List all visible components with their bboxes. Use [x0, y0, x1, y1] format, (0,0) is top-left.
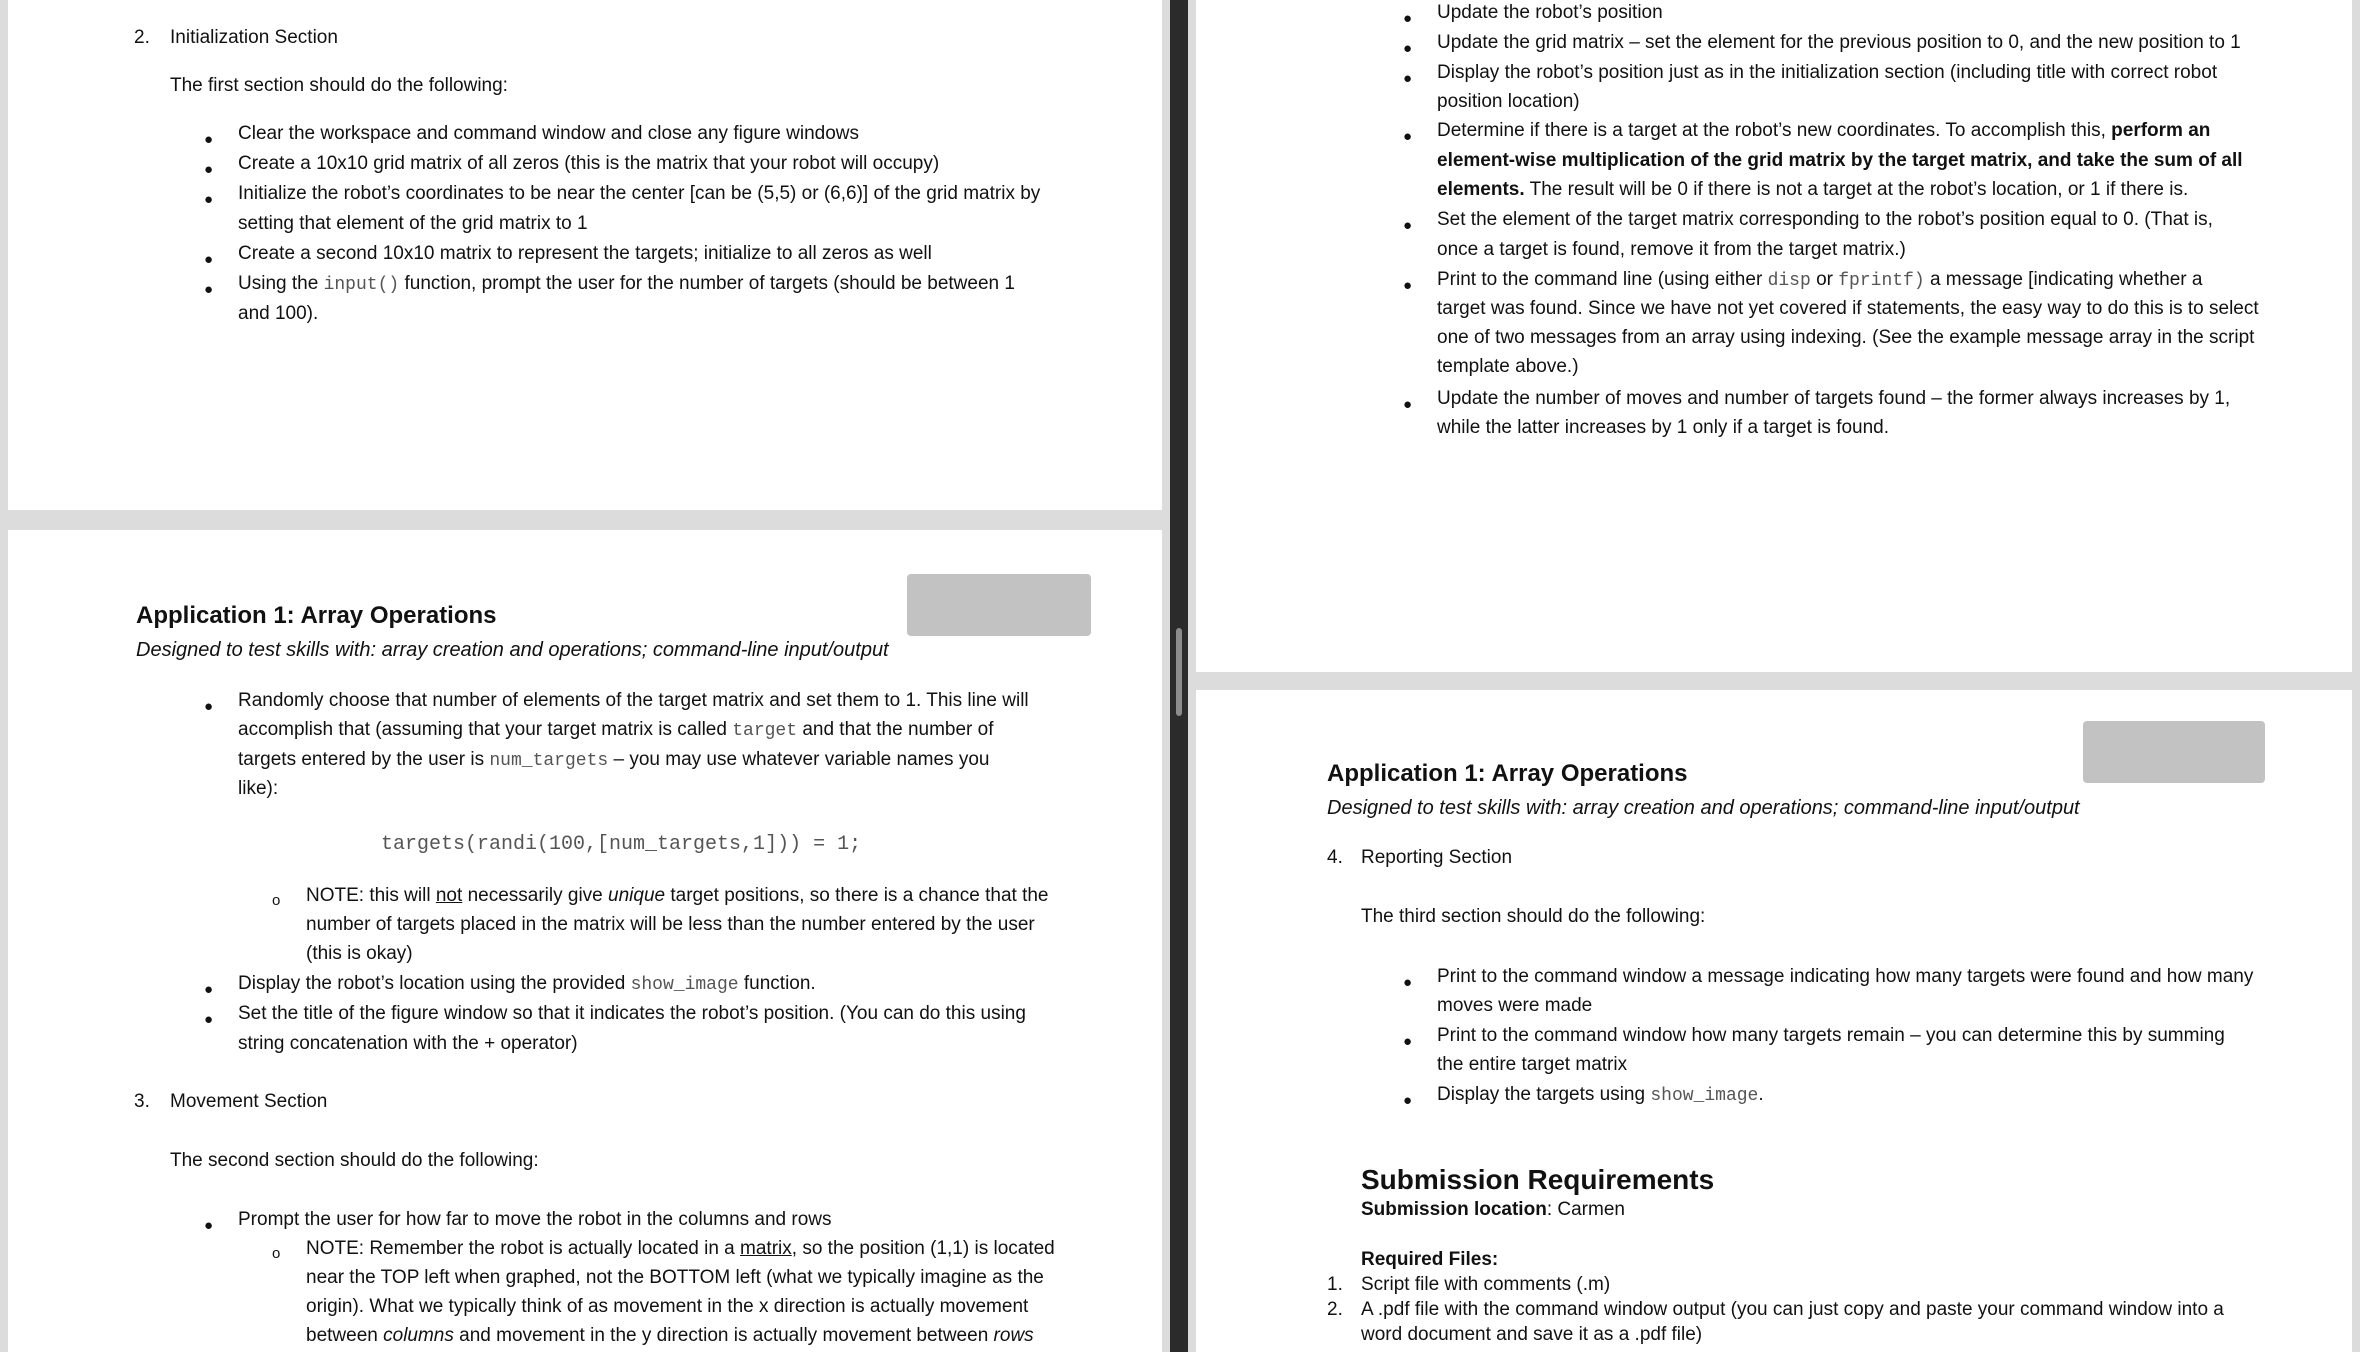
bullet-text: Set the element of the target matrix corresponding to the robot’s position equal to 0. (That is, [1437, 209, 2213, 230]
bullet-icon: ● [204, 281, 214, 298]
bullet-text: Create a 10x10 grid matrix of all zeros (this is the matrix that your robot will occupy) [238, 153, 940, 174]
list-number: 1. [1327, 1274, 1343, 1295]
note-text: (this is okay) [306, 943, 413, 964]
bullet-text-continued: moves were made [1437, 995, 1593, 1016]
code-block: targets(randi(100,[num_targets,1])) = 1; [381, 833, 862, 856]
note-text: origin). What we typically think of as movement in the x direction is actually movement [306, 1296, 1029, 1317]
text: Display the robot’s location using the provided [238, 973, 626, 994]
bullet-text-continued: like): [238, 778, 279, 799]
bullet-icon: ● [1403, 40, 1413, 57]
text: columns [383, 1325, 454, 1346]
section-title: Initialization Section [170, 27, 338, 48]
page-subheading: Designed to test skills with: array creation and operations; command-line input/output [136, 639, 889, 661]
bullet-text: Create a second 10x10 matrix to represent the targets; initialize to all zeros as well [238, 243, 932, 264]
bullet-line [238, 269, 1015, 300]
bullet-icon: ● [1403, 396, 1413, 413]
code-disp: disp [1767, 271, 1811, 291]
bullet-text: Update the number of moves and number of targets found – the former always increases by 1, [1437, 388, 2231, 409]
text: necessarily give [467, 885, 603, 906]
bullet-icon: ● [204, 1217, 214, 1234]
bullet-icon: ● [204, 1011, 214, 1028]
bullet-text: Set the title of the figure window so that it indicates the robot’s position. (You can do this using [238, 1003, 1026, 1024]
text: target positions, so there is a chance that the [670, 885, 1049, 906]
note-text: near the TOP left when graphed, not the BOTTOM left (what we typically imagine as the [306, 1267, 1044, 1288]
bullet-text-continued: setting that element of the grid matrix to 1 [238, 213, 588, 234]
list-item: A .pdf file with the command window output (you can just copy and paste your command window into a [1361, 1299, 2224, 1320]
bullet-text: function, prompt the user for the number of targets (should be between 1 [404, 273, 1015, 294]
bullet-icon: ● [1403, 974, 1413, 991]
text: targets entered by the user is [238, 749, 485, 770]
bullet-text-continued: string concatenation with the + operator) [238, 1033, 578, 1054]
redacted-box [2083, 721, 2265, 783]
text: Print to the command line (using either [1437, 269, 1763, 290]
bullet-icon: ● [1403, 10, 1413, 27]
section-title: Reporting Section [1361, 847, 1513, 868]
page-heading: Application 1: Array Operations [136, 602, 497, 629]
right-page-1 [1196, 0, 2352, 672]
required-files-label: Required Files: [1361, 1249, 1499, 1270]
note-line [306, 881, 1048, 910]
text: NOTE: Remember the robot is actually located in a [306, 1238, 735, 1259]
text: rows [993, 1325, 1034, 1346]
page-heading: Application 1: Array Operations [1327, 760, 1688, 787]
bullet-text-continued: and 100). [238, 303, 319, 324]
list-number: 2. [1327, 1299, 1343, 1320]
bullet-line [1437, 265, 2202, 296]
code-input: input() [323, 275, 400, 295]
text: The result will be 0 if there is not a target at the robot’s location, or 1 if there is. [1529, 179, 2189, 200]
bullet-text-continued: while the latter increases by 1 only if a target is found. [1437, 417, 1890, 438]
text: NOTE: this will [306, 885, 431, 906]
bullet-text: Print to the command window how many targets remain – you can determine this by summing [1437, 1025, 2225, 1046]
bullet-line [238, 745, 989, 776]
code-show-image: show_image [1650, 1086, 1759, 1106]
bullet-text: Display the robot’s position just as in the initialization section (including title with correct robot [1437, 62, 2218, 83]
bullet-text: Clear the workspace and command window and close any figure windows [238, 123, 859, 144]
bullet-line [238, 969, 816, 1000]
bullet-text-continued: target was found. Since we have not yet covered if statements, the easy way to do this is to select [1437, 298, 2259, 319]
submission-location [1361, 1195, 1625, 1224]
text: – you may use whatever variable names you [613, 749, 990, 770]
bullet-icon: ● [1403, 70, 1413, 87]
code-show-image: show_image [630, 975, 739, 995]
note-line [306, 1321, 1034, 1350]
bullet-icon: ● [204, 698, 214, 715]
code-num-targets: num_targets [489, 751, 609, 771]
section-number: 3. [134, 1091, 150, 1112]
text: function. [743, 973, 816, 994]
text: Display the targets using [1437, 1084, 1646, 1105]
bullet-line [1437, 175, 2188, 204]
right-document-pane[interactable] [1188, 0, 2360, 1352]
bullet-icon: ● [204, 981, 214, 998]
bullet-line [1437, 116, 2210, 145]
left-page-2 [8, 530, 1162, 1352]
bullet-text-continued: template above.) [1437, 356, 1579, 377]
section-number: 4. [1327, 847, 1343, 868]
bullet-line [1437, 1080, 1764, 1111]
bullet-text-continued: one of two messages from an array using indexing. (See the example message array in the script [1437, 327, 2255, 348]
text: accomplish that (assuming that your target matrix is called [238, 719, 727, 740]
left-page-1 [8, 0, 1162, 510]
text: not [435, 885, 463, 906]
text: or [1816, 269, 1833, 290]
text: Determine if there is a target at the robot’s new coordinates. To accomplish this, [1437, 120, 2106, 141]
list-item: Script file with comments (.m) [1361, 1274, 1611, 1295]
section-intro: The second section should do the following: [170, 1150, 539, 1171]
bullet-text: Update the grid matrix – set the element for the previous position to 0, and the new position to 1 [1437, 32, 2241, 53]
bullet-icon: ● [1403, 1092, 1413, 1109]
bullet-line [238, 715, 994, 746]
left-document-pane[interactable] [0, 0, 1170, 1352]
bullet-icon: ● [1403, 217, 1413, 234]
submission-heading: Submission Requirements [1361, 1164, 1715, 1195]
note-line [306, 1234, 1055, 1263]
text: between [306, 1325, 378, 1346]
text: a message [indicating whether a [1929, 269, 2203, 290]
bullet-text-continued: once a target is found, remove it from the target matrix.) [1437, 239, 1906, 260]
bullet-text: Print to the command window a message indicating how many targets were found and how many [1437, 966, 2254, 987]
text: unique [608, 885, 666, 906]
code-target: target [732, 721, 798, 741]
right-page-2 [1196, 690, 2352, 1352]
text: and that the number of [802, 719, 994, 740]
page-subheading: Designed to test skills with: array creation and operations; command-line input/output [1327, 797, 2080, 819]
sub-bullet-icon: o [272, 1245, 281, 1262]
bullet-icon: ● [1403, 128, 1413, 145]
bullet-icon: ● [204, 251, 214, 268]
bullet-icon: ● [204, 191, 214, 208]
bullet-text: Initialize the robot’s coordinates to be near the center [can be (5,5) or (6,6)] of the grid matrix by [238, 183, 1041, 204]
bullet-icon: ● [204, 161, 214, 178]
divider-grip[interactable] [1176, 628, 1182, 716]
text: perform an [2111, 120, 2211, 141]
bullet-text: Prompt the user for how far to move the robot in the columns and rows [238, 1209, 832, 1230]
bullet-text: Update the robot’s position [1437, 2, 1663, 23]
bullet-text: Using the [238, 273, 319, 294]
list-item-continued: word document and save it as a .pdf file) [1361, 1324, 1703, 1345]
section-intro: The first section should do the following: [170, 75, 508, 96]
text: elements. [1437, 179, 1525, 200]
text: , so the position (1,1) is located [791, 1238, 1055, 1259]
bullet-icon: ● [1403, 1033, 1413, 1050]
text: Submission location [1361, 1199, 1547, 1220]
section-number: 2. [134, 27, 150, 48]
redacted-box [907, 574, 1091, 636]
bullet-text-continued: position location) [1437, 91, 1580, 112]
bullet-text-continued: element-wise multiplication of the grid matrix by the target matrix, and take the sum of all [1437, 150, 2243, 171]
text: matrix [740, 1238, 792, 1259]
sub-bullet-icon: o [272, 892, 281, 909]
text: and movement in the y direction is actually movement between [459, 1325, 989, 1346]
section-intro: The third section should do the following: [1361, 906, 1706, 927]
bullet-icon: ● [1403, 277, 1413, 294]
bullet-text-continued: the entire target matrix [1437, 1054, 1628, 1075]
text: . [1758, 1084, 1764, 1105]
note-text: number of targets placed in the matrix will be less than the number entered by the user [306, 914, 1035, 935]
bullet-icon: ● [204, 131, 214, 148]
code-fprintf: fprintf) [1838, 271, 1925, 291]
text: : Carmen [1546, 1199, 1625, 1220]
section-title: Movement Section [170, 1091, 328, 1112]
bullet-text: Randomly choose that number of elements of the target matrix and set them to 1. This line will [238, 690, 1029, 711]
